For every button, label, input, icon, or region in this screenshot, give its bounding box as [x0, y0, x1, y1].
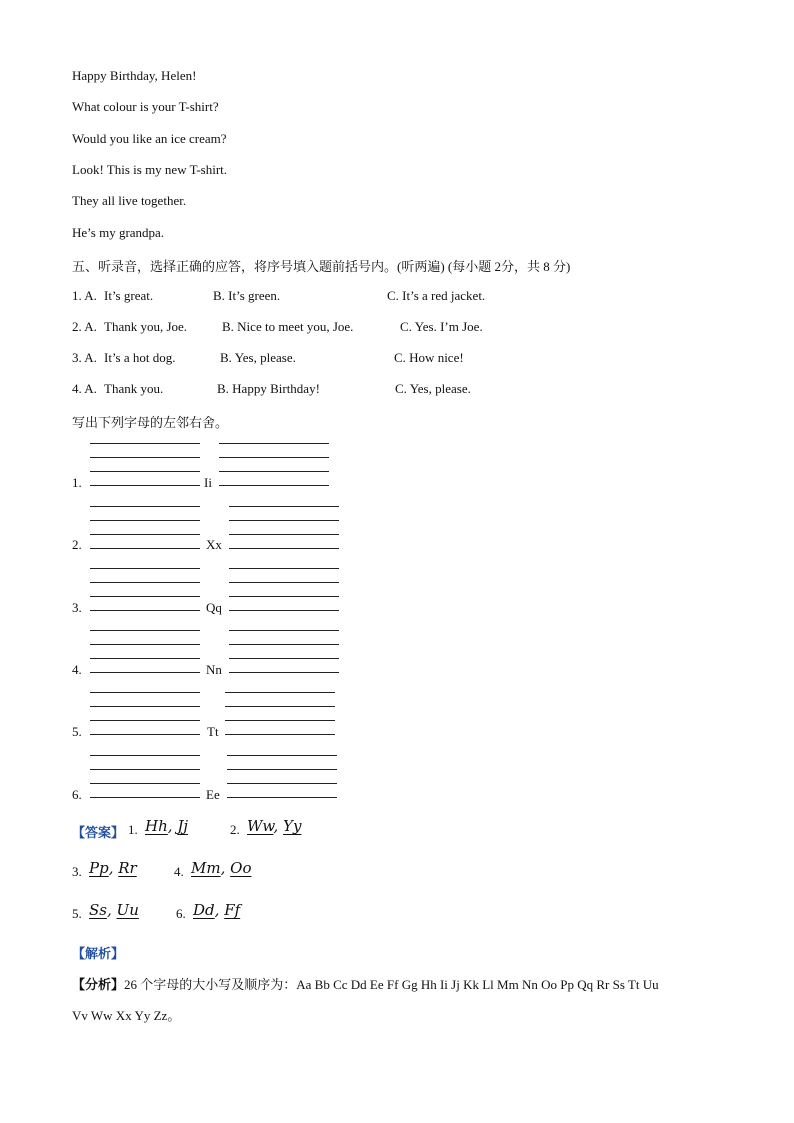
item-letter: Ee [206, 787, 220, 802]
writing-line [90, 630, 200, 631]
fenxi-tag: 【分析】 [72, 977, 125, 992]
writing-line [90, 692, 200, 693]
separator: , [220, 859, 226, 877]
answer-letter: Mm [191, 859, 221, 877]
item-number: 5. [72, 724, 82, 739]
writing-line [90, 706, 200, 707]
answer-letter: Hh [145, 817, 168, 835]
item-number: 4. [72, 662, 82, 677]
writing-line [229, 672, 339, 673]
analysis-text-1: 26 个字母的大小写及顺序为：Aa Bb Cc Dd Ee Ff Gg Hh Ii Jj Kk Ll Mm Nn Oo Pp Qq Rr Ss Tt Uu [124, 977, 659, 992]
sentence-3: Would you like an ice cream? [72, 131, 227, 146]
answer-letter: Yy [283, 817, 302, 835]
writing-line [90, 734, 200, 735]
writing-line [229, 610, 339, 611]
answer-number: 6. [176, 906, 186, 921]
item-letter: Ii [204, 475, 212, 490]
writing-line [90, 797, 200, 798]
writing-line [229, 658, 339, 659]
writing-line [229, 506, 339, 507]
writing-line [227, 783, 337, 784]
writing-line [219, 443, 329, 444]
writing-line [229, 568, 339, 569]
writing-line [227, 755, 337, 756]
answer-letter: Ww [247, 817, 274, 835]
item-number: 3. [72, 600, 82, 615]
writing-line [219, 485, 329, 486]
answer-letters [89, 901, 139, 919]
item-number: 1. [72, 475, 82, 490]
writing-line [225, 706, 335, 707]
option-c: C. Yes. I’m Joe. [400, 319, 483, 334]
item-number: 2. [72, 537, 82, 552]
option-b: B. Nice to meet you, Joe. [222, 319, 354, 334]
writing-line [90, 506, 200, 507]
writing-line [90, 520, 200, 521]
writing-line [225, 720, 335, 721]
sentence-6: He’s my grandpa. [72, 225, 165, 240]
answer-letters [193, 901, 240, 919]
option-c: C. Yes, please. [395, 381, 471, 396]
option-a: It’s great. [104, 288, 154, 303]
writing-line [229, 534, 339, 535]
separator: , [108, 859, 114, 877]
question-number: 2. A. [72, 319, 97, 334]
option-c: C. It’s a red jacket. [387, 288, 486, 303]
analysis-tag: 【解析】 [72, 946, 125, 961]
separator: , [167, 817, 173, 835]
writing-line [90, 783, 200, 784]
writing-line [229, 630, 339, 631]
writing-line [219, 457, 329, 458]
writing-line [90, 457, 200, 458]
sentence-5: They all live together. [72, 193, 187, 208]
question-number: 1. A. [72, 288, 97, 303]
writing-line [90, 720, 200, 721]
section5-title: 五、听录音，选择正确的应答，将序号填入题前括号内。(听两遍) (每小题 2分，共 8 分) [72, 259, 571, 274]
item-letter: Xx [206, 537, 222, 552]
answer-letter: Rr [118, 859, 137, 877]
writing-line [229, 596, 339, 597]
option-a: Thank you, Joe. [104, 319, 188, 334]
answer-letter: Uu [116, 901, 139, 919]
writing-line [90, 568, 200, 569]
answer-number: 3. [72, 864, 82, 879]
writing-line [229, 582, 339, 583]
writing-line [90, 769, 200, 770]
answer-letter: Dd [193, 901, 215, 919]
writing-line [219, 471, 329, 472]
writing-line [229, 644, 339, 645]
answer-letter: Jj [177, 817, 188, 835]
answer-letter: Oo [230, 859, 252, 877]
question-number: 3. A. [72, 350, 97, 365]
writing-line [227, 769, 337, 770]
writing-line [229, 520, 339, 521]
writing-line [225, 734, 335, 735]
writing-line [227, 797, 337, 798]
question-number: 4. A. [72, 381, 97, 396]
item-number: 6. [72, 787, 82, 802]
writing-line [225, 692, 335, 693]
writing-line [90, 471, 200, 472]
answer-letter: Pp [89, 859, 109, 877]
option-b: B. Yes, please. [220, 350, 296, 365]
writing-line [90, 485, 200, 486]
answer-number: 1. [128, 822, 138, 837]
option-a: It’s a hot dog. [104, 350, 176, 365]
sentence-1: Happy Birthday, Helen! [72, 68, 197, 83]
item-letter: Nn [206, 662, 222, 677]
option-c: C. How nice! [394, 350, 464, 365]
answer-number: 4. [174, 864, 184, 879]
writing-line [90, 596, 200, 597]
answer-letters [191, 859, 251, 877]
answer-number: 5. [72, 906, 82, 921]
writing-line [90, 755, 200, 756]
answer-tag: 【答案】 [72, 825, 125, 840]
writing-line [90, 644, 200, 645]
answer-letter: Ff [224, 901, 241, 919]
separator: , [106, 901, 112, 919]
writing-line [229, 548, 339, 549]
sentence-2: What colour is your T-shirt? [72, 99, 219, 114]
writing-line [90, 443, 200, 444]
item-letter: Qq [206, 600, 222, 615]
analysis-line-1 [72, 974, 659, 993]
writing-line [90, 658, 200, 659]
answer-letters [89, 859, 137, 877]
neighbors-title: 写出下列字母的左邻右舍。 [72, 415, 229, 430]
separator: , [214, 901, 220, 919]
writing-line [90, 672, 200, 673]
answer-letter: Ss [89, 901, 107, 919]
separator: , [273, 817, 279, 835]
writing-line [90, 534, 200, 535]
answer-letters [145, 817, 188, 835]
sentence-4: Look! This is my new T-shirt. [72, 162, 228, 177]
item-letter: Tt [207, 724, 219, 739]
writing-line [90, 582, 200, 583]
answer-number: 2. [230, 822, 240, 837]
answer-letters [247, 817, 301, 835]
analysis-line-2: Vv Ww Xx Yy Zz。 [72, 1008, 181, 1023]
writing-line [90, 610, 200, 611]
option-b: B. It’s green. [213, 288, 281, 303]
option-a: Thank you. [104, 381, 164, 396]
option-b: B. Happy Birthday! [217, 381, 320, 396]
writing-line [90, 548, 200, 549]
